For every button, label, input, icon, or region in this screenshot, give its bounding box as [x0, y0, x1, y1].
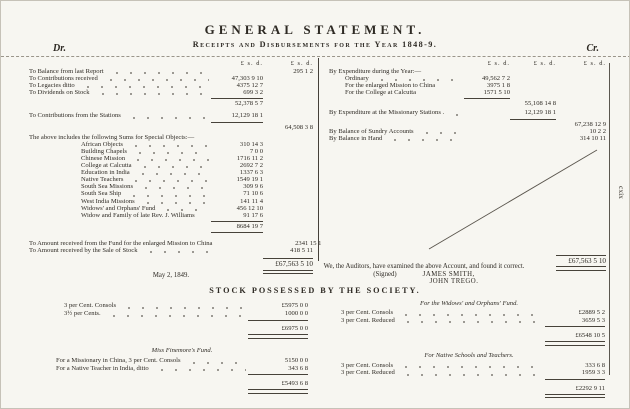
row-amount: 141 11 4: [240, 197, 263, 205]
cr-label: Cr.: [586, 43, 599, 54]
row-label: 3 per Cent. Consols: [341, 361, 394, 369]
signed-label: (Signed): [373, 270, 397, 278]
row-amount: 343 6 8: [288, 364, 308, 372]
row-label: 3½ per Cents.: [64, 309, 101, 317]
leader-dots: [137, 198, 209, 205]
row-label: Native Teachers: [81, 176, 124, 184]
row-label: Education in India: [81, 169, 130, 177]
ledger-row: [29, 75, 313, 82]
leader-dots: [214, 240, 217, 247]
leader-dots: [140, 247, 210, 254]
row-label: 3 per Cent. Consols: [341, 308, 394, 316]
ledger-row: [29, 190, 313, 197]
ledger-row: [329, 100, 606, 107]
leader-dots: [418, 89, 462, 96]
signature-2: JOHN TREGO.: [429, 278, 479, 285]
row-amount: 5150 0 0: [284, 356, 308, 364]
leader-dots: [100, 75, 209, 82]
leader-dots: [371, 75, 462, 82]
rule-line: [263, 258, 313, 259]
row-amount: 309 9 6: [243, 183, 263, 191]
row-label: To Legacies ditto: [29, 82, 75, 90]
leader-dots: [77, 82, 209, 89]
row-label: West India Missions: [81, 197, 135, 205]
rule-line: [211, 98, 263, 99]
row-label: To Balance from last Report: [29, 68, 104, 75]
fund-heading: For the Widows' and Orphans' Fund.: [419, 300, 519, 307]
leader-dots: [127, 155, 209, 162]
row-label: Ordinary: [345, 75, 369, 83]
leader-dots: [151, 365, 246, 373]
leader-dots: [125, 141, 209, 148]
double-rule: [248, 334, 308, 339]
row-label: 3 per Cent. Reduced: [341, 369, 395, 377]
leader-dots: [437, 82, 462, 89]
leader-dots: [331, 121, 462, 128]
row-amount: £6975 0 0: [281, 325, 308, 333]
ledger-col-headers: [329, 59, 606, 68]
leader-dots: [183, 357, 246, 365]
leader-dots: [129, 148, 209, 155]
rule-line: [211, 221, 263, 222]
rule-cell: [556, 253, 606, 256]
rule-cell: [211, 219, 263, 222]
leader-space: [58, 372, 246, 380]
leader-dots: [125, 176, 209, 183]
ledger-row: [56, 302, 308, 310]
row-label: For the College at Calcutta: [345, 89, 417, 97]
rule-line: [211, 232, 263, 233]
rule-line: [248, 320, 308, 321]
row-amount: 1571 5 10: [483, 89, 510, 97]
row-label: To Amount received from the Fund for the enlarged Mission to China: [29, 239, 213, 247]
leader-dots: [92, 89, 209, 96]
row-amount: 3975 1 8: [486, 82, 510, 90]
row-label: Widows' and Orphans' Fund: [81, 204, 156, 212]
rule-line: [545, 379, 605, 380]
row-amount: 8684 19 7: [236, 222, 263, 230]
ledger-row: [333, 393, 605, 401]
row-amount: 1000 0 0: [284, 309, 308, 317]
rule-cell: [211, 120, 263, 123]
row-label: By Balance in Hand: [329, 134, 383, 142]
ledger-row: [56, 380, 308, 388]
ledger-row: [29, 112, 313, 119]
ledger-row: [329, 89, 606, 96]
row-label: By Expenditure during the Year:—: [329, 68, 422, 75]
row-label: 3 per Cent. Reduced: [341, 316, 395, 324]
row-amount: £2292 9 11: [575, 384, 605, 392]
leader-dots: [106, 68, 209, 75]
row-amount: 418 5 11: [290, 246, 313, 254]
rule-cell: [211, 96, 263, 99]
dr-ledger: [29, 59, 322, 273]
row-amount: 91 17 6: [243, 211, 263, 219]
leader-dots: [395, 309, 543, 317]
row-amount: 1549 19 1: [236, 176, 263, 184]
row-label: To Contributions from the Stations: [29, 112, 121, 120]
rule-cell: [211, 230, 263, 233]
ledger-row: [333, 377, 605, 385]
leader-space: [335, 324, 543, 332]
ledger-row: [333, 369, 605, 377]
row-amount: 310 14 3: [239, 140, 263, 148]
row-amount: 67,238 12 9: [574, 120, 606, 128]
row-label: To Contributions received: [29, 75, 98, 83]
rule-cell: [545, 340, 605, 346]
ledger-row: [329, 135, 606, 142]
row-amount: 12,129 18 1: [231, 112, 263, 120]
row-amount: 295 1 2: [293, 68, 313, 75]
ledger-row: [329, 121, 606, 128]
leader-dots: [58, 325, 246, 333]
rule-cell: [248, 318, 308, 321]
rule-line: [556, 255, 606, 256]
ledger-row: [29, 141, 313, 148]
leader-dots: [157, 205, 209, 212]
leader-dots: [416, 128, 462, 135]
double-rule: [248, 389, 308, 394]
row-label: The above includes the following Sums for Special Objects:—: [29, 133, 195, 141]
ledger-row: [329, 109, 606, 116]
ledger-row: [56, 357, 308, 365]
ledger-row: [29, 198, 313, 205]
ledger-row: [333, 362, 605, 370]
leader-dots: [103, 310, 246, 318]
row-amount: 12,129 18 1: [524, 109, 556, 117]
ledger-row: [29, 212, 313, 219]
leader-dots: [132, 169, 209, 176]
ledger-row: [29, 124, 313, 131]
row-label: African Objects: [81, 140, 123, 148]
ledger-row: [56, 372, 308, 380]
leader-dots: [397, 317, 543, 325]
ledger-row: [56, 388, 308, 396]
rule-cell: [248, 388, 308, 394]
ledger-row: [329, 75, 606, 82]
row-amount: 64,508 3 8: [284, 123, 313, 131]
row-amount: 314 10 11: [579, 134, 606, 142]
row-amount: 699 3 2: [243, 89, 263, 97]
signature-1: JAMES SMITH,: [422, 270, 475, 278]
leader-dots: [446, 109, 462, 116]
leader-space: [58, 388, 246, 396]
ledger-row: [56, 318, 308, 326]
audit-date: May 2, 1849.: [152, 272, 190, 279]
row-label: 3 per Cent. Consols: [64, 302, 117, 309]
fund-heading: Miss Finemore's Fund.: [151, 346, 213, 354]
row-label: By Expenditure at the Missionary Stations .: [329, 109, 445, 117]
ledger-row: [29, 68, 313, 75]
row-amount: 1716 11 2: [236, 154, 263, 162]
leader-space: [31, 59, 209, 68]
rule-line: [248, 374, 308, 375]
ledger-row: [56, 365, 308, 373]
leader-dots: [197, 212, 209, 219]
leader-space: [58, 318, 246, 326]
leader-space: [335, 393, 543, 401]
fund-heading: For Native Schools and Teachers.: [424, 351, 514, 359]
leader-space: [31, 230, 209, 234]
rule-cell: [545, 393, 605, 399]
ledger-row: [56, 333, 308, 341]
ledger-row: [29, 247, 313, 254]
audit-block: [249, 263, 599, 286]
ledger-row: [29, 89, 313, 96]
money-col-header: £ s. d.: [290, 60, 313, 67]
row-amount: £2889 5 2: [578, 308, 605, 316]
ledger-row: [29, 183, 313, 190]
ledger-row: [29, 205, 313, 212]
page-edge-rule: [609, 63, 610, 375]
row-amount: 4375 12 7: [236, 82, 263, 90]
row-label: Chinese Mission: [81, 154, 126, 162]
leader-dots: [31, 124, 209, 131]
ledger-row: [29, 148, 313, 155]
row-amount: £6548 10 5: [575, 332, 605, 340]
leader-dots: [384, 135, 462, 142]
row-amount: 1959 3 3: [581, 369, 605, 377]
rule-line: [510, 119, 556, 120]
double-rule: [545, 394, 605, 399]
leader-dots: [397, 369, 543, 377]
rule-cell: [263, 256, 313, 259]
signature-line: [249, 271, 599, 279]
audit-statement: We, the Auditors, have examined the above Account, and found it correct.: [323, 263, 525, 270]
rule-cell: [464, 96, 510, 99]
leader-dots: [31, 260, 209, 269]
rule-cell: [545, 377, 605, 380]
center-divider-rule: [318, 58, 319, 261]
row-label: For the enlarged Mission to China: [345, 82, 436, 90]
row-label: For a Missionary in China, 3 per Cent. Consols: [56, 356, 181, 364]
leader-space: [335, 340, 543, 348]
rule-line: [545, 326, 605, 327]
ledger-row: [56, 310, 308, 318]
row-amount: 47,303 9 10: [231, 75, 263, 83]
leader-dots: [31, 223, 209, 230]
row-label: For a Native Teacher in India, ditto: [56, 364, 149, 372]
leader-dots: [331, 100, 462, 107]
row-label: Building Chapels: [81, 147, 127, 155]
stock-right-block: [333, 300, 605, 401]
leader-dots: [395, 362, 543, 370]
cr-ledger: [329, 59, 606, 273]
money-col-header: £ s. d.: [583, 60, 606, 67]
row-label: Widow and Family of late Rev. J. Williams: [81, 211, 195, 219]
leader-dots: [123, 190, 209, 197]
row-amount: 10 2 2: [589, 127, 606, 135]
leader-space: [58, 333, 246, 341]
header-rule: [1, 56, 630, 57]
spacer-row: [329, 142, 606, 253]
leader-dots: [118, 302, 246, 310]
row-amount: £67,563 5 10: [275, 260, 313, 269]
rule-cell: [248, 333, 308, 339]
row-amount: £5975 0 0: [281, 302, 308, 309]
stock-section-heading: STOCK POSSESSED BY THE SOCIETY.: [209, 286, 421, 295]
leader-space: [335, 377, 543, 385]
ledger-row: [29, 223, 313, 230]
stock-left-block: [56, 302, 308, 396]
row-label: By Balance of Sundry Accounts: [329, 127, 414, 135]
money-col-header: £ s. d.: [487, 60, 510, 67]
row-label: South Sea Missions: [81, 183, 134, 191]
ledger-row: [29, 155, 313, 162]
ledger-row: [29, 169, 313, 176]
row-amount: 2341 15 1: [295, 239, 322, 247]
row-label: To Amount received by the Sale of Stock: [29, 246, 138, 254]
row-label: South Sea Ship: [81, 190, 122, 198]
money-col-header: £ s. d.: [533, 60, 556, 67]
row-amount: 71 10 6: [243, 190, 263, 198]
row-label: To Dividends on Stock: [29, 89, 90, 97]
ledger-row: [329, 128, 606, 135]
ledger-row: [333, 309, 605, 317]
row-amount: 52,378 5 7: [234, 100, 263, 108]
rule-line: [211, 122, 263, 123]
page-number: cxix: [617, 186, 626, 199]
leader-dots: [135, 183, 209, 190]
ledger-row: [329, 82, 606, 89]
row-amount: £5493 6 8: [281, 380, 308, 388]
leader-dots: [335, 332, 543, 340]
row-amount: 7 0 0: [249, 147, 263, 155]
leader-dots: [335, 385, 543, 393]
ledger-row: [29, 100, 313, 107]
leader-dots: [31, 100, 209, 107]
row-amount: 333 6 8: [585, 361, 605, 369]
ledger-row: [56, 325, 308, 333]
leader-dots: [134, 162, 209, 169]
rule-cell: [510, 117, 556, 120]
ledger-row: [333, 324, 605, 332]
ledger-slash-line: [329, 142, 606, 253]
rule-line: [464, 98, 510, 99]
row-label: College at Calcutta: [81, 162, 132, 170]
double-rule: [545, 341, 605, 346]
row-amount: £67,563 5 10: [568, 256, 606, 265]
ledger-row: [333, 340, 605, 348]
rule-cell: [248, 372, 308, 375]
ledger-row: [29, 176, 313, 183]
ledger-row: [329, 68, 606, 75]
page-title: GENERAL STATEMENT.: [204, 22, 426, 37]
leader-space: [331, 59, 462, 68]
money-col-header: £ s. d.: [240, 60, 263, 67]
ledger-row: [29, 162, 313, 169]
row-amount: 2692 7 2: [239, 162, 263, 170]
row-amount: 49,562 7 2: [481, 75, 510, 83]
ledger-row: [29, 82, 313, 89]
row-amount: 3659 5 3: [581, 316, 605, 324]
row-amount: 456 12 10: [236, 204, 263, 212]
page-subtitle: Receipts and Disbursements for the Year 1848-9.: [192, 40, 438, 49]
rule-cell: [545, 324, 605, 327]
ledger-row: [333, 317, 605, 325]
ledger-row: [333, 332, 605, 340]
ledger-row: [29, 239, 322, 247]
ledger-col-headers: [29, 59, 313, 68]
ledger-row: [29, 134, 313, 141]
dr-label: Dr.: [53, 43, 67, 54]
ledger-row: [333, 385, 605, 393]
leader-dots: [123, 112, 209, 119]
row-amount: 1337 6 3: [239, 169, 263, 177]
row-amount: 55,108 14 8: [524, 100, 556, 108]
leader-dots: [58, 380, 246, 388]
